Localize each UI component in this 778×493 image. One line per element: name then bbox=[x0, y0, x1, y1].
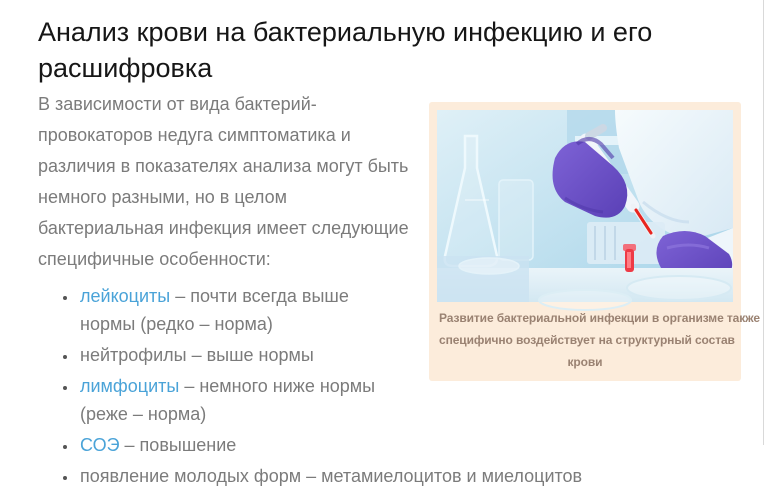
list-item-young-forms bbox=[78, 462, 741, 490]
esr-link[interactable]: СОЭ bbox=[80, 435, 120, 455]
photo-caption-line: Развитие бактериальной инфекции в организме также bbox=[439, 311, 760, 325]
sidebar-divider bbox=[763, 0, 764, 445]
lymphocytes-link[interactable]: лимфоциты bbox=[80, 376, 180, 396]
photo-caption-line: специфично воздействует на структурный состав bbox=[439, 333, 735, 347]
photo-caption bbox=[437, 307, 760, 373]
list-item-esr bbox=[78, 431, 741, 459]
intro-paragraph: В зависимости от вида бактерий-провокаторов недуга симптоматика и различия в показателях анализа могут быть немного разными, но в целом бактериальная инфекция имеет следующие специфичные особенности: bbox=[38, 94, 409, 269]
list-item-text: – повышение bbox=[119, 435, 237, 455]
photo-caption-line: крови bbox=[567, 355, 603, 369]
leukocytes-link[interactable]: лейкоциты bbox=[80, 286, 171, 306]
lab-photo-image bbox=[437, 110, 733, 302]
list-item-text: – почти всегда выше нормы (редко – норма) bbox=[80, 286, 349, 334]
article-photo-figure bbox=[429, 102, 760, 381]
article-content bbox=[38, 0, 760, 493]
list-item-text: появление молодых форм – метамиелоцитов и миелоцитов bbox=[80, 466, 583, 486]
page-title: Анализ крови на бактериальную инфекцию и его расшифровка bbox=[38, 17, 653, 83]
list-item-text: нейтрофилы – выше нормы bbox=[80, 345, 314, 365]
list-item-text: – немного ниже нормы (реже – норма) bbox=[80, 376, 376, 424]
